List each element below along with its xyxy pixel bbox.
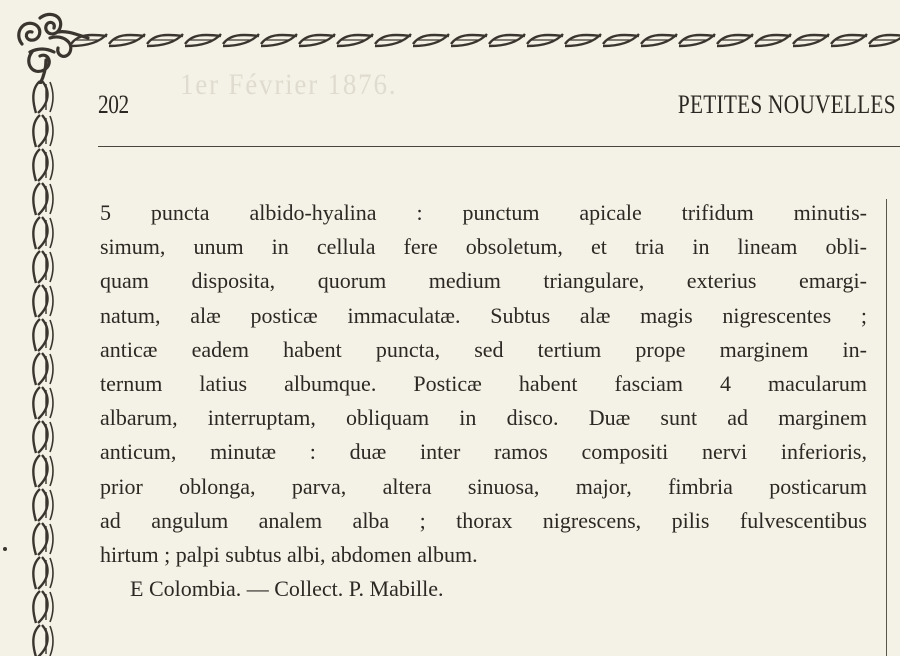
source-line: E Colombia. — Collect. P. Mabille. [130, 576, 444, 602]
page-number: 202 [98, 90, 129, 119]
text-line: ad angulum analem alba ; thorax nigrescens, pilis fulvescentibus [100, 507, 867, 533]
header-rule [98, 146, 900, 147]
text-line: ternum latius albumque. Posticæ habent fasciam 4 macularum [100, 370, 867, 396]
text-line: albarum, interruptam, obliquam in disco. Duæ sunt ad marginem [100, 405, 867, 431]
rope-border-left-icon [30, 80, 60, 656]
text-line: anticum, minutæ : duæ inter ramos compositi nervi inferioris, [100, 439, 867, 465]
running-title: PETITES NOUVELLES [678, 90, 896, 119]
text-line: simum, unum in cellula fere obsoletum, et tria in lineam obli- [100, 234, 867, 260]
column-rule [886, 199, 887, 656]
text-line: prior oblonga, parva, altera sinuosa, major, fimbria posticarum [100, 473, 867, 499]
page-header [0, 86, 900, 126]
text-line: 5 puncta albido-hyalina : punctum apicale trifidum minutis- [100, 200, 867, 225]
body-text [100, 196, 867, 606]
text-line: anticæ eadem habent puncta, sed tertium prope marginem in- [100, 336, 867, 362]
rope-border-top-icon [70, 30, 900, 50]
text-line: hirtum ; palpi subtus albi, abdomen album. [100, 541, 478, 567]
bleed-through-text: 1er Février 1876. [180, 68, 398, 101]
text-line: quam disposita, quorum medium triangulare, exterius emargi- [100, 268, 867, 294]
text-line: natum, alæ posticæ immaculatæ. Subtus alæ magis nigrescentes ; [100, 302, 867, 328]
margin-dot [3, 547, 7, 551]
